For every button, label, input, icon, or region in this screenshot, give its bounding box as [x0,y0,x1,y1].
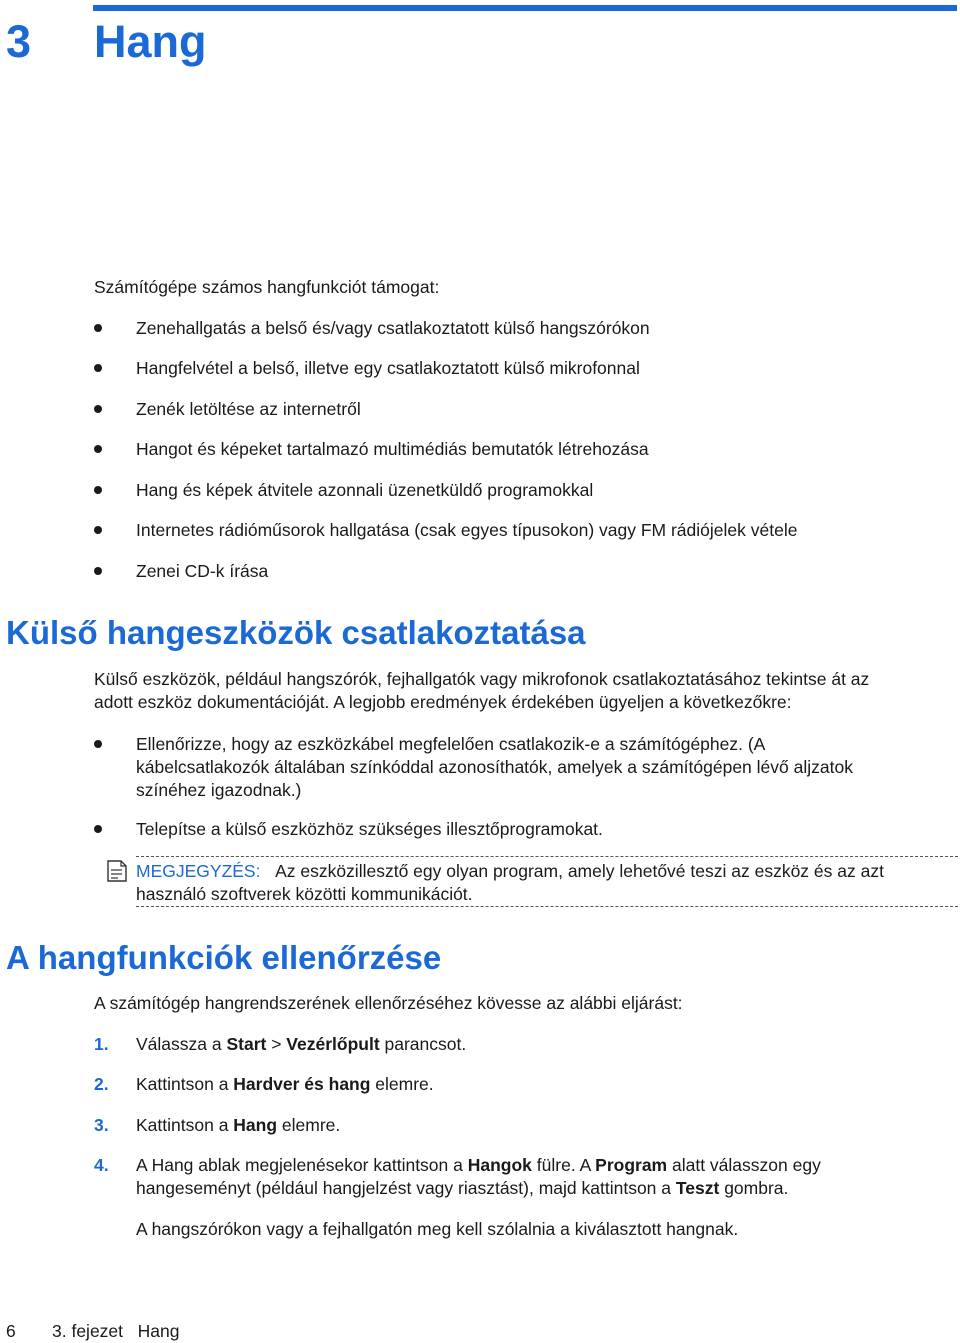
bullet-icon [94,567,102,575]
section2-followup: A hangszórókon vagy a fejhallgatón meg kell szólalnia a kiválasztott hangnak. [136,1219,739,1239]
section1-para-line1: Külső eszközök, például hangszórók, fejhallgatók vagy mikrofonok csatlakoztatásához tekintse át az [94,669,870,689]
intro-text: Számítógépe számos hangfunkciót támogat: [94,277,440,297]
note-label: MEGJEGYZÉS: [136,861,261,881]
page-footer [6,1321,179,1341]
section-title-external-devices: Külső hangeszközök csatlakoztatása [6,614,586,651]
section1-para-line2: adott eszköz dokumentációját. A legjobb eredmények érdekében ügyeljen a következőkre: [94,692,792,712]
chapter-title-text: Hang [94,16,207,67]
bullet-icon [94,324,102,332]
note-text-line2: használó szoftverek közötti kommunikációt. [136,884,473,904]
note-top-rule [136,856,958,858]
chapter-title [6,14,207,70]
bullet-icon [94,740,102,748]
bullet-icon [94,486,102,494]
bullet-icon [94,364,102,372]
bullet-icon [94,405,102,413]
chapter-top-rule [93,5,957,11]
section2-intro: A számítógép hangrendszerének ellenőrzéséhez kövesse az alábbi eljárást: [94,993,683,1013]
chapter-number: 3 [6,16,32,67]
footer-chapter: 3. fejezet Hang [52,1321,180,1341]
bullet-icon [94,825,102,833]
page-number: 6 [6,1321,16,1341]
note-bottom-rule [136,906,958,908]
section-title-check-audio: A hangfunkciók ellenőrzése [6,939,442,976]
note-icon [106,859,128,883]
bullet-icon [94,526,102,534]
note-line1 [136,860,884,883]
note-text-line1: Az eszközillesztő egy olyan program, amely lehetővé teszi az eszköz és az azt [275,861,884,881]
bullet-icon [94,445,102,453]
